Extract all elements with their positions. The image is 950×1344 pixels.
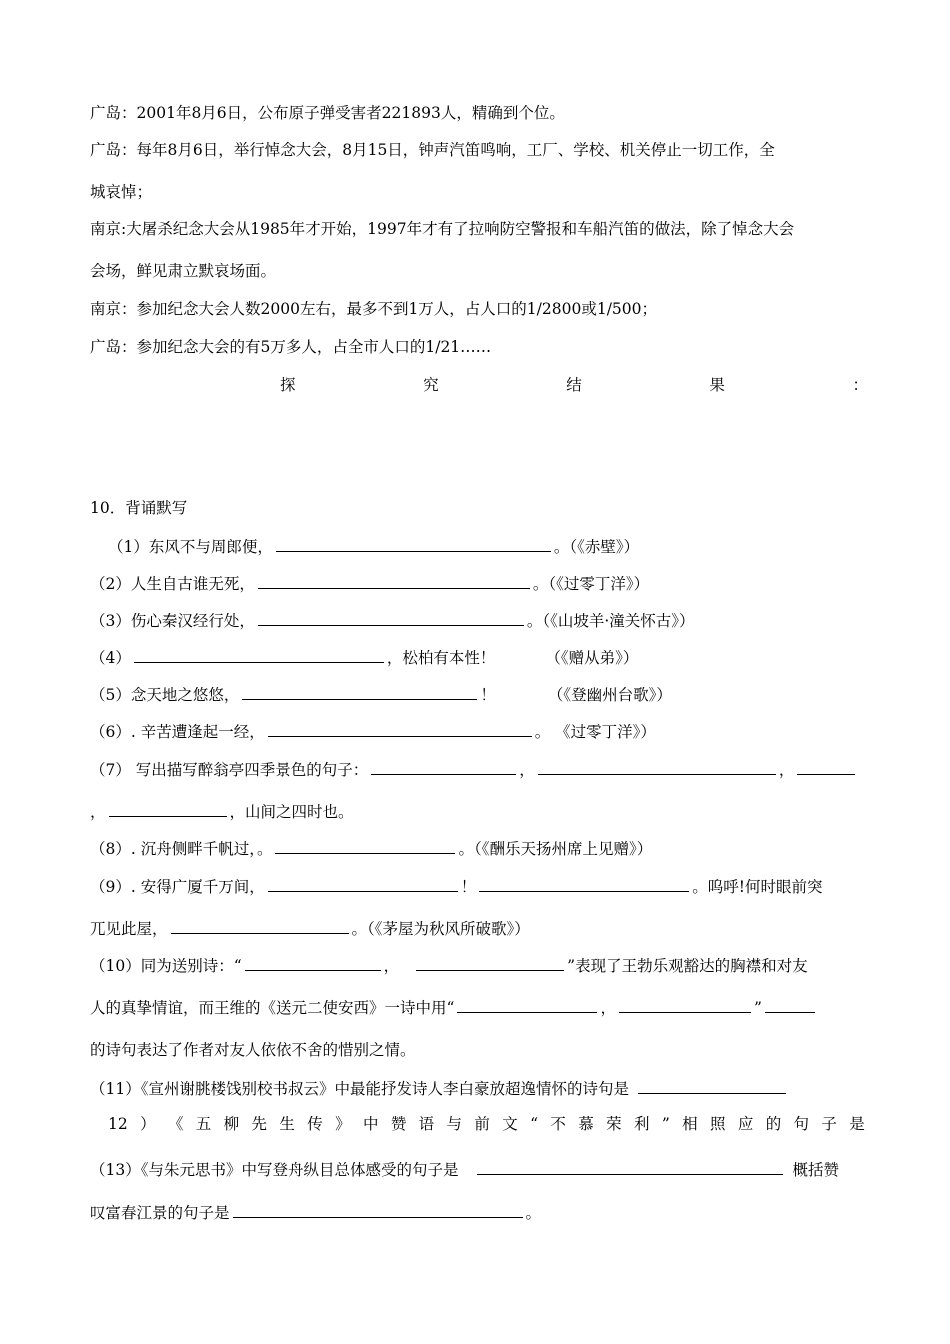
answer-blank-7d[interactable] bbox=[109, 799, 227, 817]
question-10-cont2: 的诗句表达了作者对友人依依不舍的惜别之情。 bbox=[90, 1041, 416, 1059]
answer-blank-13b[interactable] bbox=[233, 1200, 523, 1218]
question-11: （11）《宣州谢朓楼饯别校书叔云》中最能抒发诗人李白豪放超逸情怀的诗句是 bbox=[90, 1076, 789, 1100]
question-7-cont: ， ，山间之四时也。 bbox=[90, 799, 354, 823]
answer-blank-10d[interactable] bbox=[619, 995, 751, 1013]
result-char: 果 bbox=[709, 376, 725, 394]
answer-blank-4[interactable] bbox=[134, 645, 384, 663]
question-10: （10）同为送别诗：“ ， ”表现了王勃乐观豁达的胸襟和对友 bbox=[90, 953, 808, 977]
question-5: （5）念天地之悠悠， ！ （《登幽州台歌》） bbox=[90, 682, 672, 706]
answer-blank-9a[interactable] bbox=[268, 874, 458, 892]
answer-blank-9b[interactable] bbox=[479, 874, 689, 892]
paragraph-nanjing-1-cont: 会场，鲜见肃立默哀场面。 bbox=[90, 262, 277, 280]
answer-blank-5[interactable] bbox=[242, 682, 477, 700]
answer-blank-11[interactable] bbox=[638, 1076, 786, 1094]
answer-blank-9c[interactable] bbox=[171, 916, 349, 934]
answer-blank-10e[interactable] bbox=[765, 995, 815, 1013]
paragraph-nanjing-1: 南京:大屠杀纪念大会从1985年才开始，1997年才有了拉响防空警报和车船汽笛的做法，除了悼念大会 bbox=[90, 220, 795, 238]
answer-blank-7b[interactable] bbox=[538, 757, 776, 775]
paragraph-nanjing-2: 南京：参加纪念大会人数2000左右，最多不到1万人，占人口的1/2800或1/500； bbox=[90, 300, 658, 318]
inquiry-result-label bbox=[280, 374, 868, 396]
section-10-heading: 10．背诵默写 bbox=[90, 499, 188, 517]
question-4: （4） ，松柏有本性！ （《赠从弟》） bbox=[90, 645, 638, 669]
result-char: ： bbox=[852, 376, 868, 394]
answer-blank-6[interactable] bbox=[268, 719, 532, 737]
question-12: 12 ） 《 五 柳 先 生 传 》 中 赞 语 与 前 文 “ 不 慕 荣 利 ” 相 照 应 的 句 子 是 bbox=[108, 1115, 865, 1133]
answer-blank-8[interactable] bbox=[275, 836, 455, 854]
question-3: （3）伤心秦汉经行处， 。（《山坡羊·潼关怀古》） bbox=[90, 608, 695, 632]
question-13: （13）《与朱元思书》中写登舟纵目总体感受的句子是 概括赞 bbox=[90, 1157, 839, 1181]
answer-blank-2[interactable] bbox=[258, 571, 530, 589]
answer-blank-7a[interactable] bbox=[371, 757, 516, 775]
answer-blank-10a[interactable] bbox=[245, 953, 381, 971]
result-char: 究 bbox=[423, 376, 439, 394]
result-char: 结 bbox=[566, 376, 582, 394]
answer-blank-10b[interactable] bbox=[416, 953, 564, 971]
result-char: 探 bbox=[280, 376, 296, 394]
question-9-cont: 兀见此屋， 。（《茅屋为秋风所破歌》） bbox=[90, 916, 530, 940]
question-13-cont: 叹富春江景的句子是 。 bbox=[90, 1200, 541, 1224]
paragraph-hiroshima-3: 广岛：参加纪念大会的有5万多人，占全市人口的1/21…… bbox=[90, 338, 492, 356]
question-8: （8）. 沉舟侧畔千帆过，。 。（《酬乐天扬州席上见赠》） bbox=[90, 836, 652, 860]
answer-blank-7c[interactable] bbox=[797, 757, 855, 775]
question-1: （1）东风不与周郎便， 。（《赤壁》） bbox=[108, 534, 639, 558]
question-7: （7） 写出描写醉翁亭四季景色的句子： ， ， bbox=[90, 757, 858, 781]
question-6: （6）. 辛苦遭逢起一经， 。 《过零丁洋》） bbox=[90, 719, 656, 743]
answer-blank-13a[interactable] bbox=[477, 1157, 783, 1175]
question-10-cont: 人的真挚情谊，而王维的《送元二使安西》一诗中用“ ， ” bbox=[90, 995, 818, 1019]
paragraph-hiroshima-2-cont: 城哀悼； bbox=[90, 183, 153, 201]
paragraph-hiroshima-2: 广岛：每年8月6日，举行悼念大会，8月15日，钟声汽笛鸣响，工厂、学校、机关停止一切工作，全 bbox=[90, 141, 775, 159]
answer-blank-1[interactable] bbox=[276, 534, 551, 552]
answer-blank-10c[interactable] bbox=[457, 995, 597, 1013]
answer-blank-3[interactable] bbox=[258, 608, 524, 626]
paragraph-hiroshima-1: 广岛：2001年8月6日，公布原子弹受害者221893人，精确到个位。 bbox=[90, 104, 565, 122]
question-9: （9）. 安得广厦千万间， ！ 。呜呼!何时眼前突 bbox=[90, 874, 822, 898]
question-2: （2）人生自古谁无死， 。（《过零丁洋》） bbox=[90, 571, 649, 595]
